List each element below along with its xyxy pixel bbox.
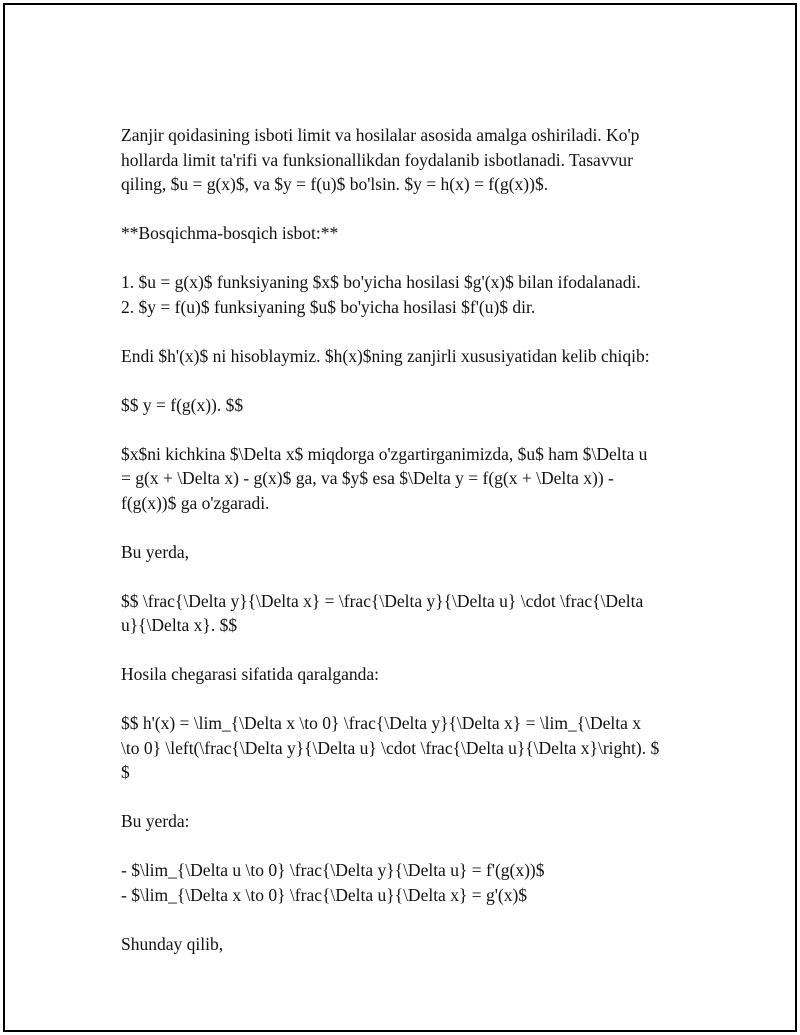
derivative-paragraph: [121, 344, 681, 369]
document-body: [121, 123, 681, 981]
here-paragraph: [121, 540, 681, 565]
list-item: - $\lim_{\Delta x \to 0} \frac{\Delta u}{\Delta x} = g'(x)$: [121, 884, 528, 905]
conclusion-paragraph: [121, 932, 681, 957]
here-colon-paragraph: [121, 809, 681, 834]
formula-limit: [121, 711, 681, 785]
formula-composition: [121, 393, 681, 418]
text-line: $x$ni kichkina $\Delta x$ miqdorga o'zgartirganimizda, $u$ ham $\Delta u: [121, 443, 648, 464]
text-line: Bu yerda,: [121, 541, 190, 562]
formula-line: $$ y = f(g(x)). $$: [121, 394, 244, 415]
text-line: Zanjir qoidasining isboti limit va hosilalar asosida amalga oshiriladi. Ko'p: [121, 125, 640, 145]
text-line: = g(x + \Delta x) - g(x)$ ga, va $y$ esa $\Delta y = f(g(x + \Delta x)) -: [121, 468, 614, 488]
heading-text: **Bosqichma-bosqich isbot:**: [121, 223, 339, 243]
text-line: qiling, $u = g(x)$, va $y = f(u)$ bo'lsin. $y = h(x) = f(g(x))$.: [121, 174, 549, 194]
formula-ratio: [121, 589, 681, 638]
list-item: 1. $u = g(x)$ funksiyaning $x$ bo'yicha hosilasi $g'(x)$ bilan ifodalanadi.: [121, 272, 641, 292]
intro-paragraph: [121, 123, 681, 197]
text-line: hollarda limit ta'rifi va funksionallikdan foydalanib isbotlanadi. Tasavvur: [121, 149, 633, 170]
list-item: 2. $y = f(u)$ funksiyaning $u$ bo'yicha hosilasi $f'(u)$ dir.: [121, 296, 536, 317]
limit-intro-paragraph: [121, 662, 681, 687]
text-line: Hosila chegarasi sifatida qaralganda:: [121, 664, 380, 684]
text-line: Bu yerda:: [121, 811, 190, 831]
formula-line: $$ h'(x) = \lim_{\Delta x \to 0} \frac{\Delta y}{\Delta x} = \lim_{\Delta x: [121, 713, 642, 733]
formula-line: $: [121, 762, 130, 782]
limits-list: [121, 858, 681, 907]
page-frame: [3, 3, 797, 1032]
formula-line: \to 0} \left(\frac{\Delta y}{\Delta u} \cdot \frac{\Delta u}{\Delta x}\right). $: [121, 737, 660, 758]
proof-heading: [121, 221, 681, 246]
text-line: Shunday qilib,: [121, 933, 224, 954]
formula-line: $$ \frac{\Delta y}{\Delta x} = \frac{\Delta y}{\Delta u} \cdot \frac{\Delta: [121, 590, 644, 611]
text-line: f(g(x))$ ga o'zgaradi.: [121, 492, 270, 513]
text-line: Endi $h'(x)$ ni hisoblaymiz. $h(x)$ning zanjirli xususiyatidan kelib chiqib:: [121, 345, 650, 366]
increment-paragraph: [121, 442, 681, 516]
list-item: - $\lim_{\Delta u \to 0} \frac{\Delta y}{\Delta u} = f'(g(x))$: [121, 860, 545, 880]
formula-line: u}{\Delta x}. $$: [121, 615, 238, 635]
steps-list: [121, 270, 681, 319]
